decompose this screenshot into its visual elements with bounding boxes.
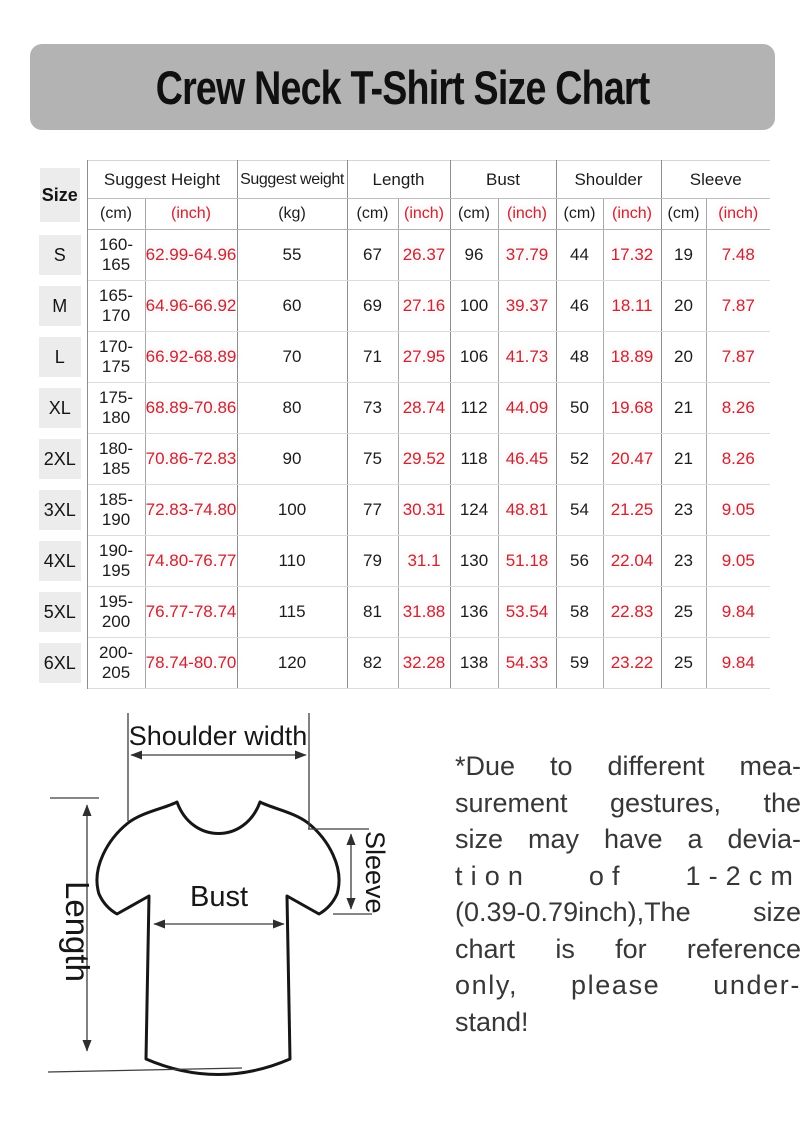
- size-chart-table: [33, 160, 770, 689]
- table-cell: 56: [556, 536, 603, 587]
- table-cell: 79: [347, 536, 398, 587]
- unit-cell: (inch): [603, 199, 661, 230]
- table-cell: 58: [556, 587, 603, 638]
- table-cell: 78.74-80.70: [145, 638, 237, 689]
- table-cell: 37.79: [498, 230, 556, 281]
- table-row: [33, 536, 770, 587]
- table-cell: 170-175: [87, 332, 145, 383]
- table-cell: 60: [237, 281, 347, 332]
- table-cell: 31.88: [398, 587, 450, 638]
- table-cell: 32.28: [398, 638, 450, 689]
- table-row: [33, 230, 770, 281]
- table-row: [33, 485, 770, 536]
- table-cell: 7.87: [706, 332, 770, 383]
- table-cell: 7.48: [706, 230, 770, 281]
- table-cell: [33, 281, 87, 332]
- table-cell: 165-170: [87, 281, 145, 332]
- column-header-suggest-weight: Suggest weight: [237, 161, 347, 199]
- table-cell: 124: [450, 485, 498, 536]
- table-cell: 22.04: [603, 536, 661, 587]
- table-cell: 31.1: [398, 536, 450, 587]
- table-cell: 68.89-70.86: [145, 383, 237, 434]
- table-cell: [33, 383, 87, 434]
- column-header-size: Size: [33, 161, 87, 230]
- table-cell: 160-165: [87, 230, 145, 281]
- table-cell: 70.86-72.83: [145, 434, 237, 485]
- shoulder-width-label: Shoulder width: [128, 721, 308, 751]
- table-cell: 100: [450, 281, 498, 332]
- column-header-sleeve: Sleeve: [661, 161, 770, 199]
- table-cell: 75: [347, 434, 398, 485]
- table-cell: 112: [450, 383, 498, 434]
- size-label: 4XL: [39, 541, 81, 581]
- table-cell: 26.37: [398, 230, 450, 281]
- bust-label: Bust: [189, 881, 249, 913]
- unit-cell: (inch): [706, 199, 770, 230]
- note-line: *Due to different mea-: [455, 751, 801, 781]
- table-row: [33, 383, 770, 434]
- table-cell: 9.84: [706, 638, 770, 689]
- size-label: 5XL: [39, 592, 81, 632]
- table-cell: 74.80-76.77: [145, 536, 237, 587]
- table-cell: [33, 587, 87, 638]
- size-label: M: [39, 286, 81, 326]
- unit-cell: (cm): [87, 199, 145, 230]
- table-cell: 23.22: [603, 638, 661, 689]
- unit-cell: (inch): [145, 199, 237, 230]
- table-cell: 41.73: [498, 332, 556, 383]
- table-cell: 23: [661, 536, 706, 587]
- table-cell: 66.92-68.89: [145, 332, 237, 383]
- table-cell: 120: [237, 638, 347, 689]
- table-row: [33, 587, 770, 638]
- table-cell: 90: [237, 434, 347, 485]
- table-cell: 53.54: [498, 587, 556, 638]
- length-label: Length: [59, 881, 96, 982]
- note-line: tion of 1-2cm: [455, 860, 801, 891]
- table-row: [33, 281, 770, 332]
- note-line: chart is for reference: [455, 933, 801, 964]
- table-row: [33, 638, 770, 689]
- column-header-shoulder: Shoulder: [556, 161, 661, 199]
- table-cell: 21: [661, 434, 706, 485]
- table-cell: 19: [661, 230, 706, 281]
- table-cell: 73: [347, 383, 398, 434]
- table-cell: 21.25: [603, 485, 661, 536]
- unit-cell: (inch): [398, 199, 450, 230]
- table-cell: 110: [237, 536, 347, 587]
- table-cell: 175-180: [87, 383, 145, 434]
- table-cell: 39.37: [498, 281, 556, 332]
- table-cell: 138: [450, 638, 498, 689]
- table-cell: 52: [556, 434, 603, 485]
- tshirt-measurement-diagram: [20, 698, 440, 1122]
- unit-cell: (inch): [498, 199, 556, 230]
- size-label: 6XL: [39, 643, 81, 683]
- tshirt-outline: [97, 802, 339, 1075]
- table-cell: 8.26: [706, 434, 770, 485]
- size-label: L: [39, 337, 81, 377]
- table-cell: 27.95: [398, 332, 450, 383]
- table-cell: [33, 230, 87, 281]
- note-line: size may have a devia-: [455, 824, 801, 854]
- table-cell: 21: [661, 383, 706, 434]
- table-cell: 20.47: [603, 434, 661, 485]
- table-cell: 23: [661, 485, 706, 536]
- table-cell: 96: [450, 230, 498, 281]
- table-cell: 48.81: [498, 485, 556, 536]
- table-unit-header-row: [33, 199, 770, 230]
- column-header-suggest-height: Suggest Height: [87, 161, 237, 199]
- table-row: [33, 434, 770, 485]
- title-banner: [30, 44, 775, 130]
- table-cell: 82: [347, 638, 398, 689]
- table-cell: 22.83: [603, 587, 661, 638]
- note-line: surement gestures, the: [455, 787, 801, 818]
- table-cell: 25: [661, 587, 706, 638]
- table-cell: 118: [450, 434, 498, 485]
- table-cell: [33, 638, 87, 689]
- table-cell: 80: [237, 383, 347, 434]
- unit-cell: (cm): [347, 199, 398, 230]
- table-cell: 50: [556, 383, 603, 434]
- table-cell: 190-195: [87, 536, 145, 587]
- unit-cell: (kg): [237, 199, 347, 230]
- table-cell: 25: [661, 638, 706, 689]
- table-cell: 44: [556, 230, 603, 281]
- table-cell: 51.18: [498, 536, 556, 587]
- table-cell: 69: [347, 281, 398, 332]
- table-cell: 130: [450, 536, 498, 587]
- table-cell: [33, 536, 87, 587]
- table-cell: 46: [556, 281, 603, 332]
- table-cell: 20: [661, 332, 706, 383]
- table-cell: 77: [347, 485, 398, 536]
- table-cell: [33, 434, 87, 485]
- table-cell: 28.74: [398, 383, 450, 434]
- table-cell: 70: [237, 332, 347, 383]
- table-cell: 55: [237, 230, 347, 281]
- table-cell: 9.05: [706, 485, 770, 536]
- table-cell: 71: [347, 332, 398, 383]
- table-cell: 20: [661, 281, 706, 332]
- size-label: 3XL: [39, 490, 81, 530]
- table-cell: 195-200: [87, 587, 145, 638]
- table-cell: 8.26: [706, 383, 770, 434]
- table-cell: 200-205: [87, 638, 145, 689]
- unit-cell: (cm): [661, 199, 706, 230]
- table-row: [33, 332, 770, 383]
- table-cell: 180-185: [87, 434, 145, 485]
- table-cell: 9.05: [706, 536, 770, 587]
- table-cell: 18.89: [603, 332, 661, 383]
- table-cell: 48: [556, 332, 603, 383]
- table-cell: 100: [237, 485, 347, 536]
- table-cell: 59: [556, 638, 603, 689]
- table-cell: 54: [556, 485, 603, 536]
- measurement-note: [455, 748, 801, 1040]
- size-label: 2XL: [39, 439, 81, 479]
- table-cell: 81: [347, 587, 398, 638]
- unit-cell: (cm): [450, 199, 498, 230]
- table-cell: 67: [347, 230, 398, 281]
- note-line: stand!: [455, 1006, 529, 1037]
- table-cell: 54.33: [498, 638, 556, 689]
- table-cell: 9.84: [706, 587, 770, 638]
- sleeve-label: Sleeve: [360, 831, 390, 914]
- table-cell: 136: [450, 587, 498, 638]
- table-cell: 44.09: [498, 383, 556, 434]
- column-header-bust: Bust: [450, 161, 556, 199]
- table-group-header-row: [33, 161, 770, 199]
- table-cell: 72.83-74.80: [145, 485, 237, 536]
- table-cell: 30.31: [398, 485, 450, 536]
- table-cell: [33, 332, 87, 383]
- note-line: only, please under-: [455, 970, 801, 1000]
- table-cell: 46.45: [498, 434, 556, 485]
- column-header-length: Length: [347, 161, 450, 199]
- table-cell: 17.32: [603, 230, 661, 281]
- table-cell: 76.77-78.74: [145, 587, 237, 638]
- table-cell: 18.11: [603, 281, 661, 332]
- table-cell: 19.68: [603, 383, 661, 434]
- table-cell: 62.99-64.96: [145, 230, 237, 281]
- note-line: (0.39-0.79inch),The size: [455, 897, 801, 927]
- table-cell: 115: [237, 587, 347, 638]
- size-label: S: [39, 235, 81, 275]
- page-title: Crew Neck T-Shirt Size Chart: [155, 60, 650, 114]
- table-cell: 7.87: [706, 281, 770, 332]
- table-cell: 64.96-66.92: [145, 281, 237, 332]
- table-cell: 185-190: [87, 485, 145, 536]
- unit-cell: (cm): [556, 199, 603, 230]
- table-cell: [33, 485, 87, 536]
- table-cell: 27.16: [398, 281, 450, 332]
- size-label: XL: [39, 388, 81, 428]
- table-cell: 29.52: [398, 434, 450, 485]
- table-cell: 106: [450, 332, 498, 383]
